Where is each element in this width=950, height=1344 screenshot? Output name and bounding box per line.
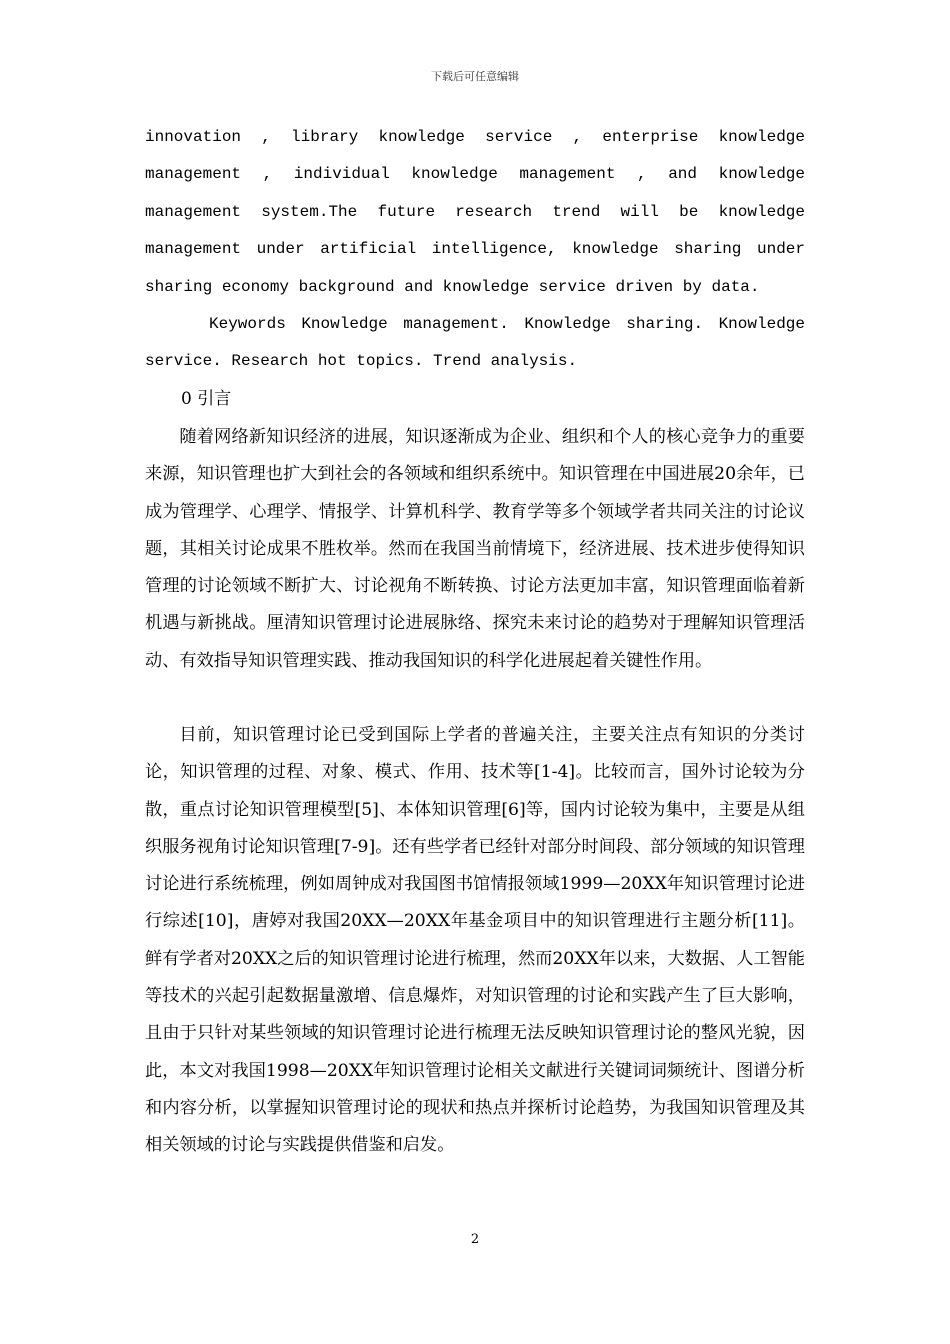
body-paragraph-2 (145, 717, 805, 1165)
abstract-line: management , individual knowledge management , and knowledge (145, 165, 805, 184)
page-number: 2 (470, 1232, 480, 1247)
section-heading: 0 引言 (181, 389, 232, 409)
page-header: 下载后可任意编辑 (431, 70, 519, 83)
paragraph-text: 随着网络新知识经济的进展，知识逐渐成为企业、组织和个人的核心竞争力的重要来源，知识管理也扩大到社会的各领域和组织系统中。知识管理在中国进展20余年，已成为管理学、心理学、情报学、计算机科学、教育学等多个领域学者共同关注的讨论议题，其相关讨论成果不胜枚举。然而在我国当前情境下，经济进展、技术进步使得知识管理的讨论领域不断扩大、讨论视角不断转换、讨论方法更加丰富，知识管理面临着新机遇与新挑战。厘清知识管理讨论进展脉络、探究未来讨论的趋势对于理解知识管理活动、有效指导知识管理实践、推动我国知识的科学化进展起着关键性作用。 (145, 427, 805, 671)
abstract-line: sharing economy background and knowledge service driven by data. (145, 277, 760, 296)
body-paragraph-1 (145, 419, 805, 680)
keywords-block (145, 306, 805, 381)
abstract-line: management system.The future research trend will be knowledge (145, 202, 805, 221)
abstract-english (145, 119, 805, 306)
abstract-line: innovation , library knowledge service , enterprise knowledge (145, 128, 805, 146)
paragraph-text: 目前，知识管理讨论已受到国际上学者的普遍关注，主要关注点有知识的分类讨论，知识管理的过程、对象、模式、作用、技术等[1-4]。比较而言，国外讨论较为分散，重点讨论知识管理模型[5]、本体知识管理[6]等，国内讨论较为集中，主要是从组织服务视角讨论知识管理[7-9]。还有些学者已经针对部分时间段、部分领域的知识管理讨论进行系统梳理，例如周钟成对我国图书馆情报领域1999—20XX年知识管理讨论进行综述[10]，唐婷对我国20XX—20XX年基金项目中的知识管理进行主题分析[11]。鲜有学者对20XX之后的知识管理讨论进行梳理，然而20XX年以来，大数据、人工智能等技术的兴起引起数据量激增、信息爆炸，对知识管理的讨论和实践产生了巨大影响，且由于只针对某些领域的知识管理讨论进行梳理无法反映知识管理讨论的整风光貌，因此，本文对我国1998—20XX年知识管理讨论相关文献进行关键词词频统计、图谱分析和内容分析，以掌握知识管理讨论的现状和热点并探析讨论趋势，为我国知识管理及其相关领域的讨论与实践提供借鉴和启发。 (145, 725, 805, 1156)
keywords-text: Keywords Knowledge management. Knowledge sharing. Knowledge service. Research hot topics. Trend analysis. (145, 315, 805, 371)
abstract-line: management under artificial intelligence, knowledge sharing under (145, 240, 805, 259)
